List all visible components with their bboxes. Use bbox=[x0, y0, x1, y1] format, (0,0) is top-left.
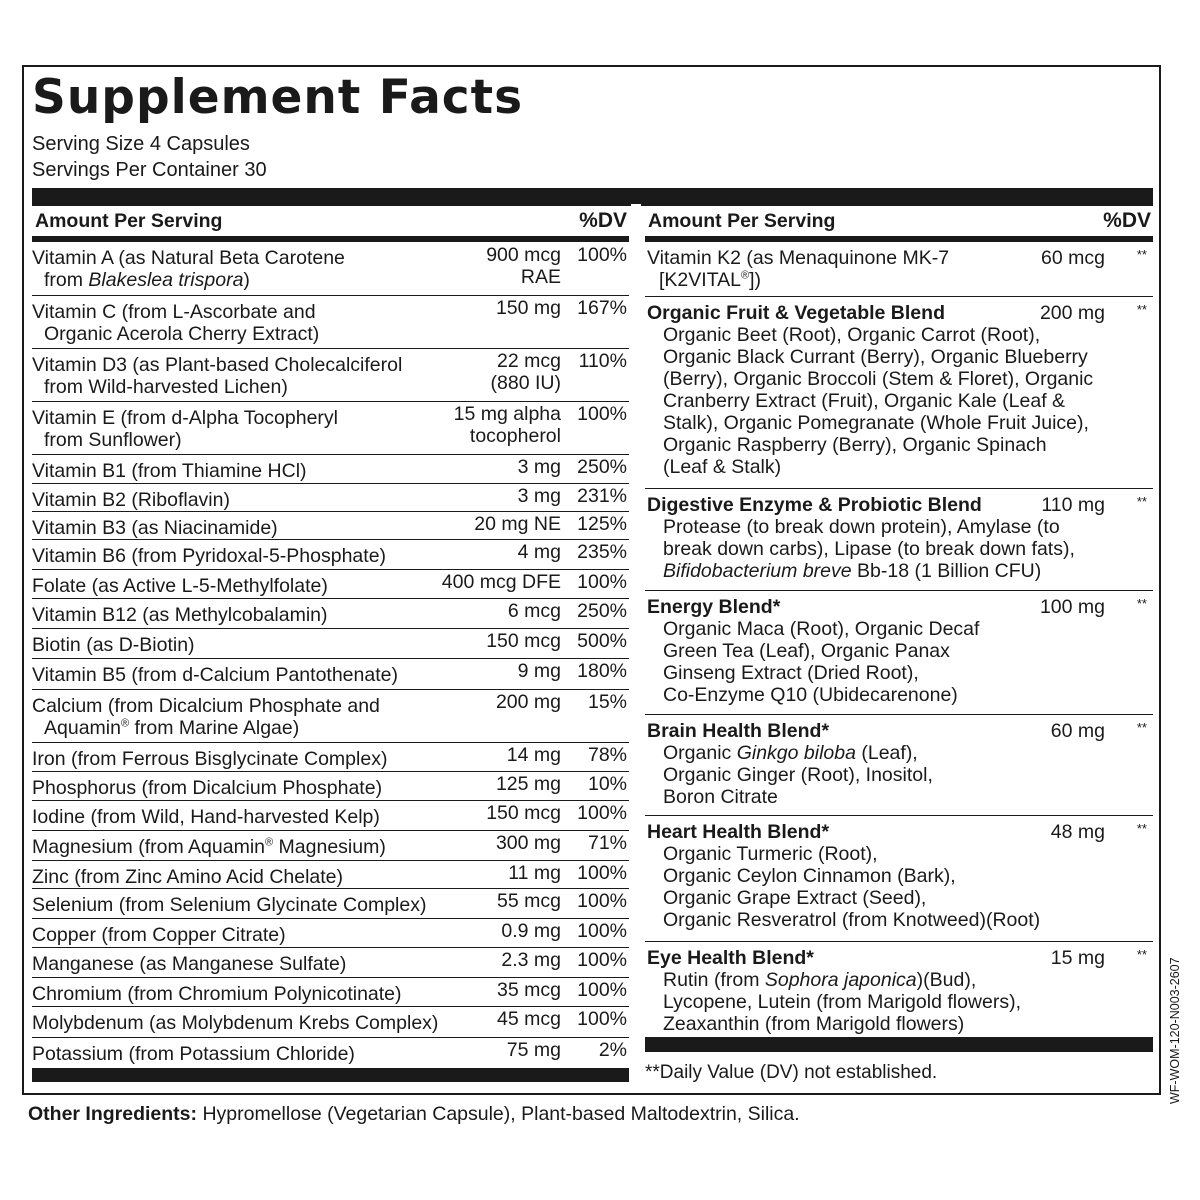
blend-amount: 200 mg bbox=[1039, 302, 1105, 324]
nutrient-amount: 3 mg bbox=[517, 485, 561, 507]
amount-per-serving-label: Amount Per Serving bbox=[35, 210, 223, 232]
nutrient-amount: 45 mcg bbox=[497, 1008, 561, 1030]
nutrient-name: Selenium (from Selenium Glycinate Complex) bbox=[32, 894, 427, 916]
nutrient-row bbox=[32, 484, 629, 512]
nutrient-row bbox=[32, 919, 629, 948]
nutrient-amount: 22 mcg (880 IU) bbox=[490, 350, 561, 394]
nutrient-dv: 78% bbox=[587, 744, 627, 766]
nutrient-amount: 14 mg bbox=[506, 744, 561, 766]
blend-ingredients: Protease (to break down protein), Amylase (to break down carbs), Lipase (to break down fats), Bifidobacterium breve Bb-18 (1 Billion CFU) bbox=[663, 516, 1075, 582]
nutrient-amount: 0.9 mg bbox=[501, 920, 561, 942]
nutrient-dv: 231% bbox=[577, 485, 627, 507]
nutrient-amount: 60 mcg bbox=[1041, 247, 1105, 269]
right-bottom-bar bbox=[645, 1037, 1153, 1052]
nutrient-name: Vitamin B2 (Riboflavin) bbox=[32, 489, 230, 511]
nutrient-row bbox=[32, 772, 629, 801]
nutrient-dv: 100% bbox=[577, 949, 627, 971]
nutrient-dv: 100% bbox=[577, 802, 627, 824]
blend-ingredients: Organic Maca (Root), Organic Decaf Green Tea (Leaf), Organic Panax Ginseng Extract (Dried Root), Co-Enzyme Q10 (Ubidecarenone) bbox=[663, 618, 980, 706]
servings-per-container: Servings Per Container 30 bbox=[32, 159, 267, 181]
nutrient-name: Calcium (from Dicalcium Phosphate and Aquamin® from Marine Algae) bbox=[32, 695, 380, 739]
top-divider-bar bbox=[32, 188, 1153, 206]
nutrient-amount: 11 mg bbox=[508, 862, 561, 884]
nutrient-dv: 100% bbox=[577, 403, 627, 425]
nutrient-row bbox=[32, 402, 629, 455]
nutrient-row bbox=[32, 978, 629, 1007]
nutrient-name: Vitamin C (from L-Ascorbate and Organic Acerola Cherry Extract) bbox=[32, 301, 320, 345]
nutrient-row bbox=[32, 1038, 629, 1068]
blend-name: Energy Blend* bbox=[647, 596, 781, 618]
product-code: WF-WOM-120-N003-2607 bbox=[1168, 957, 1182, 1104]
other-ingredients bbox=[28, 1103, 800, 1126]
right-column bbox=[645, 206, 1153, 1084]
brain-blend-row bbox=[645, 715, 1153, 816]
nutrient-row bbox=[32, 599, 629, 629]
nutrient-dv: 100% bbox=[577, 571, 627, 593]
blend-dv: ** bbox=[1136, 596, 1147, 611]
blend-ingredients: Organic Beet (Root), Organic Carrot (Root), Organic Black Currant (Berry), Organic Blueberry (Berry), Organic Broccoli (Stem & Floret), Organic Cranberry Extract (Fruit), Organic Kale (Leaf & Stalk), Organic Pomegranate (Whole Fruit Juice), Organic Raspberry (Berry), Organic Spinach (Leaf & Stalk) bbox=[663, 324, 1094, 478]
nutrient-dv: 235% bbox=[577, 541, 627, 563]
blend-dv: ** bbox=[1136, 494, 1147, 509]
nutrient-name: Molybdenum (as Molybdenum Krebs Complex) bbox=[32, 1012, 439, 1034]
blend-ingredients: Rutin (from Sophora japonica)(Bud), Lycopene, Lutein (from Marigold flowers), Zeaxanthin (from Marigold flowers) bbox=[663, 969, 1022, 1035]
nutrient-row bbox=[32, 743, 629, 772]
amount-per-serving-label: Amount Per Serving bbox=[648, 210, 836, 232]
blend-dv: ** bbox=[1136, 302, 1147, 317]
nutrient-row bbox=[32, 889, 629, 919]
blend-ingredients: Organic Ginkgo biloba (Leaf), Organic Ginger (Root), Inositol, Boron Citrate bbox=[663, 742, 933, 808]
nutrient-amount: 20 mg NE bbox=[474, 513, 561, 535]
nutrient-row bbox=[32, 570, 629, 599]
column-gap bbox=[631, 204, 641, 1064]
nutrient-name: Vitamin B12 (as Methylcobalamin) bbox=[32, 604, 328, 626]
blend-amount: 60 mg bbox=[1050, 720, 1105, 742]
blend-dv: ** bbox=[1136, 821, 1147, 836]
nutrient-dv: ** bbox=[1136, 247, 1147, 262]
left-header bbox=[32, 206, 629, 242]
nutrient-amount: 9 mg bbox=[517, 660, 561, 682]
dv-footnote: **Daily Value (DV) not established. bbox=[645, 1062, 938, 1083]
nutrient-name: Vitamin A (as Natural Beta Carotene from Blakeslea trispora) bbox=[32, 247, 345, 291]
label-title: Supplement Facts bbox=[32, 70, 524, 125]
heart-blend-row bbox=[645, 816, 1153, 942]
nutrient-row bbox=[32, 455, 629, 484]
blend-ingredients: Organic Turmeric (Root), Organic Ceylon Cinnamon (Bark), Organic Grape Extract (Seed), Organic Resveratrol (from Knotweed)(Root) bbox=[663, 843, 1041, 931]
nutrient-amount: 75 mg bbox=[506, 1039, 561, 1061]
nutrient-name: Vitamin E (from d-Alpha Tocopheryl from Sunflower) bbox=[32, 407, 339, 451]
nutrient-dv: 10% bbox=[587, 773, 627, 795]
nutrient-name: Magnesium (from Aquamin® Magnesium) bbox=[32, 836, 386, 858]
other-ingredients-text: Hypromellose (Vegetarian Capsule), Plant-based Maltodextrin, Silica. bbox=[197, 1103, 800, 1125]
nutrient-name: Iron (from Ferrous Bisglycinate Complex) bbox=[32, 748, 388, 770]
nutrient-dv: 15% bbox=[587, 691, 627, 713]
nutrient-dv: 2% bbox=[598, 1039, 627, 1061]
nutrient-amount: 55 mcg bbox=[497, 890, 561, 912]
blend-name: Brain Health Blend* bbox=[647, 720, 830, 742]
dv-label: %DV bbox=[1103, 209, 1151, 232]
nutrient-row bbox=[32, 659, 629, 690]
blend-name: Heart Health Blend* bbox=[647, 821, 830, 843]
nutrient-row bbox=[32, 629, 629, 659]
nutrient-name: Iodine (from Wild, Hand-harvested Kelp) bbox=[32, 806, 380, 828]
nutrient-name: Vitamin B3 (as Niacinamide) bbox=[32, 517, 278, 539]
left-bottom-bar bbox=[32, 1068, 629, 1082]
nutrient-dv: 180% bbox=[577, 660, 627, 682]
blend-name: Eye Health Blend* bbox=[647, 947, 814, 969]
nutrient-name: Potassium (from Potassium Chloride) bbox=[32, 1043, 355, 1065]
nutrient-dv: 100% bbox=[577, 1008, 627, 1030]
nutrient-name: Copper (from Copper Citrate) bbox=[32, 924, 286, 946]
blend-amount: 15 mg bbox=[1050, 947, 1105, 969]
nutrient-dv: 100% bbox=[577, 862, 627, 884]
nutrient-amount: 125 mg bbox=[495, 773, 561, 795]
nutrient-amount: 2.3 mg bbox=[501, 949, 561, 971]
eye-blend-row bbox=[645, 942, 1153, 1037]
blend-name: Digestive Enzyme & Probiotic Blend bbox=[647, 494, 982, 516]
nutrient-name: Biotin (as D-Biotin) bbox=[32, 634, 195, 656]
energy-blend-row bbox=[645, 591, 1153, 715]
nutrient-dv: 250% bbox=[577, 456, 627, 478]
nutrient-amount: 15 mg alpha tocopherol bbox=[453, 403, 561, 447]
nutrient-dv: 110% bbox=[578, 350, 627, 372]
nutrient-dv: 250% bbox=[577, 600, 627, 622]
nutrient-dv: 100% bbox=[577, 920, 627, 942]
nutrient-row bbox=[32, 861, 629, 889]
nutrient-dv: 100% bbox=[577, 890, 627, 912]
left-column bbox=[32, 206, 629, 1082]
nutrient-row bbox=[32, 801, 629, 831]
nutrient-amount: 150 mg bbox=[495, 297, 561, 319]
blend-amount: 110 mg bbox=[1041, 494, 1105, 516]
nutrient-row bbox=[32, 948, 629, 978]
blend-amount: 100 mg bbox=[1039, 596, 1105, 618]
nutrient-amount: 300 mg bbox=[495, 832, 561, 854]
nutrient-name: Manganese (as Manganese Sulfate) bbox=[32, 953, 347, 975]
fruit-vegetable-blend-row bbox=[645, 297, 1153, 489]
nutrient-name: Zinc (from Zinc Amino Acid Chelate) bbox=[32, 866, 344, 888]
nutrient-amount: 4 mg bbox=[517, 541, 561, 563]
nutrient-name: Vitamin K2 (as Menaquinone MK-7 [K2VITAL®]) bbox=[647, 247, 950, 291]
nutrient-name: Vitamin B1 (from Thiamine HCl) bbox=[32, 460, 307, 482]
nutrient-amount: 200 mg bbox=[495, 691, 561, 713]
nutrient-name: Phosphorus (from Dicalcium Phosphate) bbox=[32, 777, 383, 799]
right-header bbox=[645, 206, 1153, 242]
nutrient-dv: 100% bbox=[577, 244, 627, 266]
blend-dv: ** bbox=[1136, 947, 1147, 962]
nutrient-row bbox=[32, 831, 629, 861]
digestive-blend-row bbox=[645, 489, 1153, 591]
nutrient-amount: 35 mcg bbox=[497, 979, 561, 1001]
nutrient-row bbox=[32, 690, 629, 743]
nutrient-row bbox=[32, 242, 629, 296]
nutrient-amount: 6 mcg bbox=[507, 600, 561, 622]
nutrient-name: Vitamin B6 (from Pyridoxal-5-Phosphate) bbox=[32, 545, 387, 567]
other-ingredients-label: Other Ingredients: bbox=[28, 1103, 198, 1125]
nutrient-name: Chromium (from Chromium Polynicotinate) bbox=[32, 983, 402, 1005]
nutrient-amount: 400 mcg DFE bbox=[441, 571, 561, 593]
nutrient-dv: 100% bbox=[577, 979, 627, 1001]
nutrient-amount: 150 mcg bbox=[486, 802, 561, 824]
nutrient-name: Vitamin D3 (as Plant-based Cholecalciferol from Wild-harvested Lichen) bbox=[32, 354, 403, 398]
nutrient-dv: 71% bbox=[587, 832, 627, 854]
vitamin-k2-row bbox=[645, 242, 1153, 297]
nutrient-row bbox=[32, 1007, 629, 1038]
nutrient-amount: 3 mg bbox=[517, 456, 561, 478]
nutrient-name: Vitamin B5 (from d-Calcium Pantothenate) bbox=[32, 664, 398, 686]
nutrient-name: Folate (as Active L-5-Methylfolate) bbox=[32, 575, 328, 597]
blend-amount: 48 mg bbox=[1050, 821, 1105, 843]
nutrient-dv: 167% bbox=[577, 297, 627, 319]
nutrient-amount: 150 mcg bbox=[486, 630, 561, 652]
nutrient-row bbox=[32, 512, 629, 540]
blend-name: Organic Fruit & Vegetable Blend bbox=[647, 302, 945, 324]
nutrient-dv: 500% bbox=[577, 630, 627, 652]
serving-size: Serving Size 4 Capsules bbox=[32, 133, 250, 155]
dv-label: %DV bbox=[579, 209, 627, 232]
blend-dv: ** bbox=[1136, 720, 1147, 735]
nutrient-dv: 125% bbox=[577, 513, 627, 535]
nutrient-amount: 900 mcg RAE bbox=[486, 244, 561, 288]
nutrient-row bbox=[32, 349, 629, 402]
nutrient-row bbox=[32, 296, 629, 349]
nutrient-row bbox=[32, 540, 629, 570]
